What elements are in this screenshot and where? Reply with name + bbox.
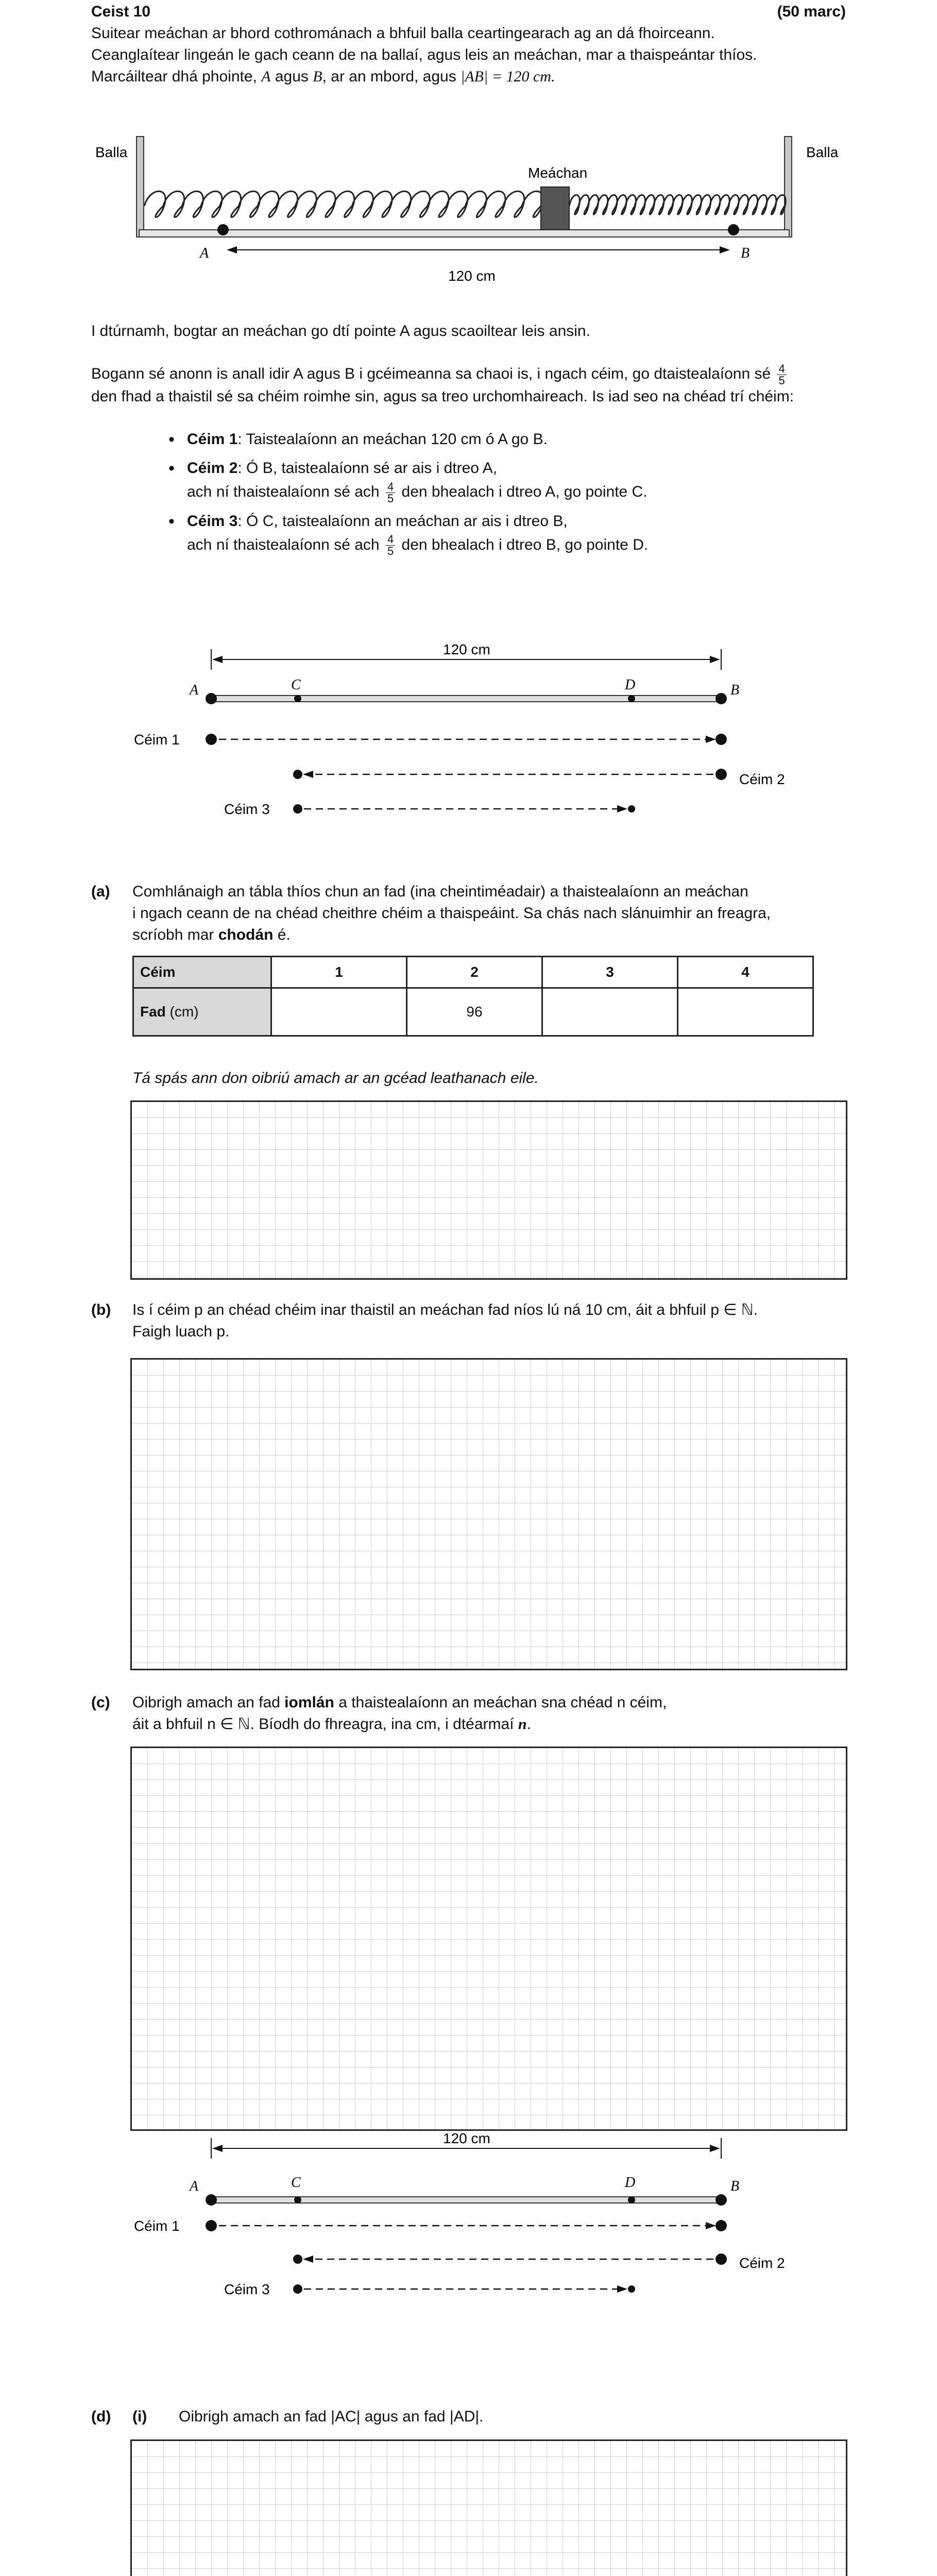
table-value-1[interactable]: [271, 988, 407, 1036]
left-wall-label: Balla: [95, 144, 128, 160]
distance-table: [132, 956, 814, 1037]
diagram1-step1: Céim 1: [134, 732, 180, 748]
answer-box-b[interactable]: [130, 1358, 847, 1670]
part-b-line-1: Is í céim p an chéad chéim inar thaistil an meáchan fad níos lú ná 10 cm, áit a bhfuil p ∈ ℕ.: [132, 1301, 758, 1318]
weight-block: [541, 187, 569, 230]
diagram2-distance: 120 cm: [443, 2130, 490, 2146]
para-2-line-1: Bogann sé anonn is anall idir A agus B i gcéimeanna sa chaoi is, i ngach céim, go dtaistealaíonn sé $\frac{4}{5}$: [91, 362, 789, 386]
intro-line-3: Marcáiltear dhá phointe, A agus B, ar an mbord, agus |AB| = 120 cm.: [91, 68, 555, 85]
right-wall-label: Balla: [806, 144, 839, 160]
point-A-label: A: [200, 245, 209, 261]
step-3-item: • Céim 3: Ó C, taistealaíonn an meáchan ar ais i dtreo B, ach ní thaistealaíonn sé ach $\frac{4}{5}$ den bhealach i dtreo B, go pointe D.: [168, 510, 864, 557]
diagram2-step3: Céim 3: [224, 2281, 270, 2297]
diagram2-step2: Céim 2: [739, 2255, 785, 2271]
part-a-line-3: scríobh mar chodán é.: [132, 926, 291, 943]
step-1-item: • Céim 1: Taistealaíonn an meáchan 120 cm ó A go B.: [168, 428, 864, 451]
svg-text:A: A: [190, 682, 199, 698]
table-step-2: 2: [407, 957, 542, 988]
svg-text:B: B: [730, 2178, 740, 2194]
left-wall: [137, 137, 144, 237]
distance-label: 120 cm: [448, 268, 496, 284]
part-a-note: Tá spás ann don oibriú amach ar an gcéad leathanach eile.: [132, 1070, 539, 1087]
part-a-line-1: Comhlánaigh an tábla thíos chun an fad (ina cheintiméadair) a thaistealaíonn an meáchan: [132, 883, 748, 900]
point-B-dot: [728, 224, 739, 235]
diagram2-step1: Céim 1: [134, 2218, 180, 2234]
part-b-label: (b): [91, 1301, 111, 1318]
table-value-2: 96: [407, 988, 542, 1036]
part-c-line-2: áit a bhfuil n ∈ ℕ. Bíodh do fhreagra, ina cm, i dtéarmaí n.: [132, 1716, 531, 1733]
intro-line-2: Ceanglaítear lingeán le gach ceann de na ballaí, agus leis an meáchan, mar a thaispeántar thíos.: [91, 46, 757, 63]
part-d-i-label: (i): [132, 2408, 147, 2425]
svg-text:B: B: [730, 682, 740, 698]
svg-text:C: C: [291, 677, 301, 693]
steps-diagram-2: [113, 2128, 804, 2318]
diagram1-step3: Céim 3: [224, 801, 270, 817]
svg-text:C: C: [291, 2175, 301, 2191]
para-1: I dtúrnamh, bogtar an meáchan go dtí pointe A agus scaoiltear leis ansin.: [91, 323, 590, 340]
table-value-4[interactable]: [678, 988, 813, 1036]
diagram1-step2: Céim 2: [739, 771, 785, 787]
svg-text:D: D: [625, 2175, 636, 2191]
answer-box-c[interactable]: [130, 1747, 847, 2131]
svg-text:D: D: [625, 677, 636, 693]
diagram1-distance: 120 cm: [443, 641, 490, 657]
spring-weight-figure: [88, 129, 850, 294]
steps-diagram-1: [113, 639, 804, 829]
question-title: Ceist 10: [91, 3, 151, 20]
table-step-1: 1: [271, 957, 407, 988]
part-a-label: (a): [91, 883, 110, 900]
intro-line-1: Suitear meáchan ar bhord cothrománach a bhfuil balla ceartingearach ag an dá fhoirceann.: [91, 25, 715, 42]
part-d-i-text: Oibrigh amach an fad |AC| agus an fad |AD|.: [179, 2408, 484, 2425]
right-wall: [785, 137, 792, 237]
para-2-line-2: den fhad a thaistil sé sa chéim roimhe sin, agus sa treo urchomhaireach. Is iad seo na chéad trí chéim:: [91, 388, 794, 405]
point-A-dot: [217, 224, 229, 235]
part-b-line-2: Faigh luach p.: [132, 1323, 230, 1340]
table-surface: [139, 230, 789, 237]
table-head-step: Céim: [133, 957, 271, 988]
right-spring: [569, 195, 786, 214]
step-2-item: • Céim 2: Ó B, taistealaíonn sé ar ais i dtreo A, ach ní thaistealaíonn sé ach $\frac{4}{5}$ den bhealach i dtreo A, go pointe C.: [168, 456, 864, 504]
table-head-distance: Fad (cm): [133, 988, 271, 1036]
answer-box-a[interactable]: [130, 1100, 847, 1280]
table-step-3: 3: [542, 957, 678, 988]
steps-list: [168, 428, 864, 562]
question-marks: (50 marc): [777, 3, 846, 20]
table-value-3[interactable]: [542, 988, 678, 1036]
table-step-4: 4: [678, 957, 813, 988]
part-d-label: (d): [91, 2408, 111, 2425]
part-a-line-2: i ngach ceann de na chéad cheithre chéim a thaispeáint. Sa chás nach slánuimhir an freagra,: [132, 905, 771, 922]
weight-label: Meáchan: [528, 165, 588, 181]
part-c-label: (c): [91, 1694, 110, 1711]
point-B-label: B: [741, 245, 750, 261]
left-spring: [144, 191, 543, 217]
answer-box-d-i[interactable]: [130, 2439, 847, 2576]
part-c-line-1: Oibrigh amach an fad iomlán a thaistealaíonn an meáchan sna chéad n céim,: [132, 1694, 667, 1711]
svg-text:A: A: [190, 2178, 199, 2194]
